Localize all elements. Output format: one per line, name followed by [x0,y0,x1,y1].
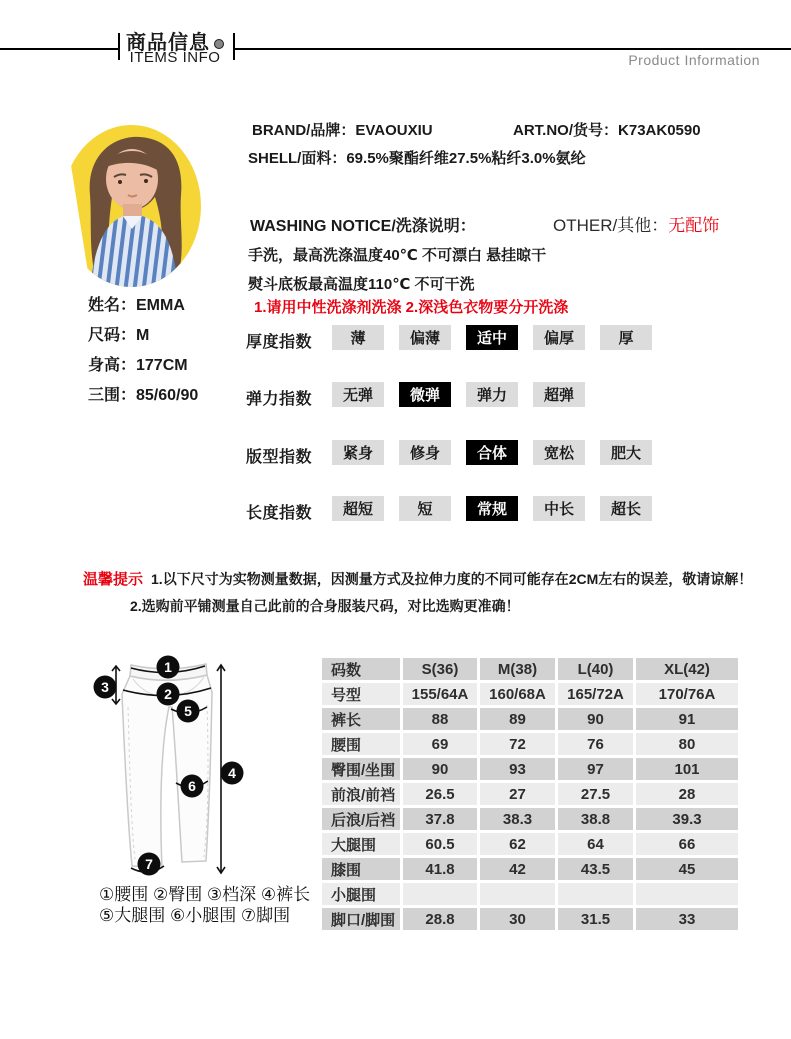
index-option: 肥大 [600,440,652,465]
value-cell: 69 [403,733,477,755]
index-option: 修身 [399,440,451,465]
value-cell: M(38) [480,658,555,680]
index-options [332,325,652,350]
artno-line [513,119,701,140]
other-label: OTHER/其他： [553,216,669,235]
row-label-cell: 腰围 [322,733,400,755]
model-photo [62,125,201,287]
value-cell: 64 [558,833,633,855]
value-cell: 80 [636,733,738,755]
tips-text-1: 1.以下尺寸为实物测量数据，因测量方式及拉伸力度的不同可能存在2CM左右的误差，敬请谅解！ [151,571,753,587]
table-row [322,658,738,680]
index-row [0,496,791,521]
index-option: 无弹 [332,382,384,407]
marker-number: 5 [184,703,192,719]
index-option: 薄 [332,325,384,350]
row-label-cell: 膝围 [322,858,400,880]
artno-value: K73AK0590 [618,122,701,139]
page-title-en: ITEMS INFO [129,49,221,66]
row-label-cell: 裤长 [322,708,400,730]
brand-line [252,119,433,140]
size-table-body [322,658,738,930]
washing-title: WASHING NOTICE/洗涤说明： [250,218,476,235]
header-rule-right [233,48,791,50]
value-cell: S(36) [403,658,477,680]
value-cell: 160/68A [480,683,555,705]
value-cell: 38.8 [558,808,633,830]
index-option-selected: 常规 [466,496,518,521]
other-line [553,211,719,236]
other-value: 无配饰 [668,216,720,235]
header-right-label: Product Information [628,52,760,68]
value-cell: 27.5 [558,783,633,805]
value-cell: 30 [480,908,555,930]
value-cell: 26.5 [403,783,477,805]
index-label: 弹力指数 [246,391,313,408]
index-option: 超长 [600,496,652,521]
marker-number: 6 [188,778,196,794]
washing-line-1: 手洗，最高洗涤温度40℃ 不可漂白 悬挂晾干 [248,247,547,264]
value-cell: 62 [480,833,555,855]
index-option: 超短 [332,496,384,521]
table-row [322,758,738,780]
value-cell [558,883,633,905]
value-cell: 155/64A [403,683,477,705]
artno-label: ART.NO/货号： [513,122,619,139]
index-option: 紧身 [332,440,384,465]
table-row [322,783,738,805]
row-label-cell: 后浪/后裆 [322,808,400,830]
value-cell: 31.5 [558,908,633,930]
legend-line-2: ⑤大腿围 ⑥小腿围 ⑦脚围 [99,906,291,925]
value-cell: L(40) [558,658,633,680]
index-option-selected: 合体 [466,440,518,465]
bullet-dot-icon [214,39,224,49]
index-label: 版型指数 [246,449,313,466]
index-options [332,382,585,407]
index-option: 短 [399,496,451,521]
table-row [322,908,738,930]
value-cell: 45 [636,858,738,880]
value-cell: 101 [636,758,738,780]
table-row [322,833,738,855]
index-row [0,325,791,350]
marker-number: 2 [164,686,172,702]
value-cell: 39.3 [636,808,738,830]
index-option: 偏厚 [533,325,585,350]
header-rule-left [0,48,118,50]
legend-line-1: ①腰围 ②臀围 ③档深 ④裤长 [99,885,311,904]
value-cell: 76 [558,733,633,755]
index-options [332,496,652,521]
tips-line-2: 2.选购前平铺测量自己此前的合身服装尺码，对比选购更准确！ [130,598,520,614]
value-cell: 43.5 [558,858,633,880]
value-cell: 42 [480,858,555,880]
value-cell: 60.5 [403,833,477,855]
tips-label: 温馨提示 [83,571,144,588]
row-label-cell: 号型 [322,683,400,705]
brand-label: BRAND/品牌： [252,122,356,139]
model-field: 三围：85/60/90 [88,387,199,404]
row-label-cell: 大腿围 [322,833,400,855]
value-cell: 91 [636,708,738,730]
index-option: 中长 [533,496,585,521]
marker-number: 3 [101,679,109,695]
page-title-cn: 商品信息 [126,32,210,54]
value-cell: 165/72A [558,683,633,705]
value-cell: 97 [558,758,633,780]
value-cell [403,883,477,905]
value-cell: 38.3 [480,808,555,830]
value-cell: 93 [480,758,555,780]
index-option-selected: 微弹 [399,382,451,407]
index-label: 长度指数 [246,505,313,522]
value-cell: 37.8 [403,808,477,830]
table-row [322,858,738,880]
table-row [322,708,738,730]
index-label: 厚度指数 [246,334,313,351]
value-cell: XL(42) [636,658,738,680]
washing-line-2: 熨斗底板最高温度110℃ 不可干洗 [248,276,475,293]
value-cell [480,883,555,905]
index-option: 弹力 [466,382,518,407]
marker-number: 1 [164,659,172,675]
value-cell: 66 [636,833,738,855]
value-cell: 33 [636,908,738,930]
marker-number: 7 [145,856,153,872]
shell-value: 69.5%聚酯纤维27.5%粘纤3.0%氨纶 [346,150,586,167]
model-field: 尺码：M [88,327,150,344]
marker-number: 4 [228,765,236,781]
row-label-cell: 前浪/前裆 [322,783,400,805]
value-cell: 27 [480,783,555,805]
row-label-cell: 脚口/脚围 [322,908,400,930]
model-field: 身高：177CM [88,357,188,374]
diagram-legend [99,884,310,926]
value-cell: 72 [480,733,555,755]
index-option: 偏薄 [399,325,451,350]
index-row [0,382,791,407]
washing-warning: 1.请用中性洗涤剂洗涤 2.深浅色衣物要分开洗涤 [254,299,569,316]
brand-value: EVAOUXIU [355,122,433,139]
value-cell: 90 [558,708,633,730]
index-option: 厚 [600,325,652,350]
value-cell: 89 [480,708,555,730]
value-cell: 88 [403,708,477,730]
value-cell: 90 [403,758,477,780]
value-cell: 41.8 [403,858,477,880]
row-label-cell: 小腿围 [322,883,400,905]
shell-line [248,147,586,168]
model-field: 姓名：EMMA [88,297,185,314]
row-label-cell: 码数 [322,658,400,680]
index-option: 超弹 [533,382,585,407]
index-row [0,440,791,465]
size-table [319,655,741,933]
value-cell: 28.8 [403,908,477,930]
value-cell: 28 [636,783,738,805]
model-photo-illustration [62,125,201,287]
tips-line-1 [83,568,752,589]
table-row [322,683,738,705]
index-option-selected: 适中 [466,325,518,350]
value-cell: 170/76A [636,683,738,705]
value-cell [636,883,738,905]
row-label-cell: 臀围/坐围 [322,758,400,780]
table-row [322,733,738,755]
table-row [322,808,738,830]
index-options [332,440,652,465]
table-row [322,883,738,905]
shell-label: SHELL/面料： [248,150,347,167]
index-option: 宽松 [533,440,585,465]
